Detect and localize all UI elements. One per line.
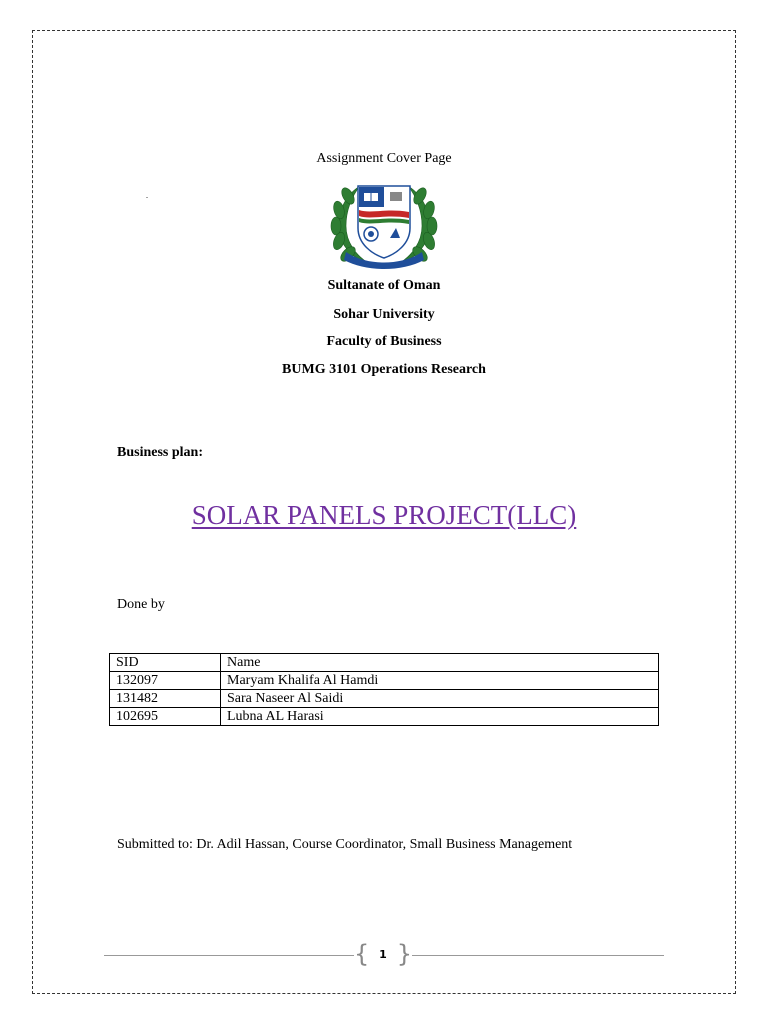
course-name: BUMG 3101 Operations Research — [282, 362, 486, 377]
member-name: Lubna AL Harasi — [221, 708, 659, 726]
business-plan-label: Business plan: — [117, 445, 203, 460]
cover-heading: Assignment Cover Page — [316, 151, 452, 166]
page-number-box — [354, 940, 412, 970]
table-header-row — [110, 654, 659, 672]
done-by-label: Done by — [117, 597, 165, 612]
member-sid: 102695 — [110, 708, 221, 726]
table-row — [110, 690, 659, 708]
submitted-to: Submitted to: Dr. Adil Hassan, Course Coordinator, Small Business Management — [117, 837, 573, 852]
university-name: Sohar University — [333, 307, 435, 322]
page-number: 1 — [379, 948, 387, 961]
footer-rule-left — [104, 955, 354, 956]
member-name: Maryam Khalifa Al Hamdi — [221, 672, 659, 690]
member-sid: 132097 — [110, 672, 221, 690]
table-row — [110, 672, 659, 690]
right-brace-icon: } — [396, 940, 412, 968]
project-title: SOLAR PANELS PROJECT(LLC) — [191, 500, 577, 530]
member-sid: 131482 — [110, 690, 221, 708]
header-sid: SID — [110, 654, 221, 672]
header-name: Name — [221, 654, 659, 672]
footer-rule-right — [412, 955, 664, 956]
stray-dot: . — [146, 191, 148, 200]
country-name: Sultanate of Oman — [327, 278, 441, 293]
university-logo — [326, 178, 442, 270]
table-row — [110, 708, 659, 726]
left-brace-icon: { — [354, 940, 370, 968]
faculty-name: Faculty of Business — [326, 334, 442, 349]
member-name: Sara Naseer Al Saidi — [221, 690, 659, 708]
members-table — [109, 653, 659, 726]
